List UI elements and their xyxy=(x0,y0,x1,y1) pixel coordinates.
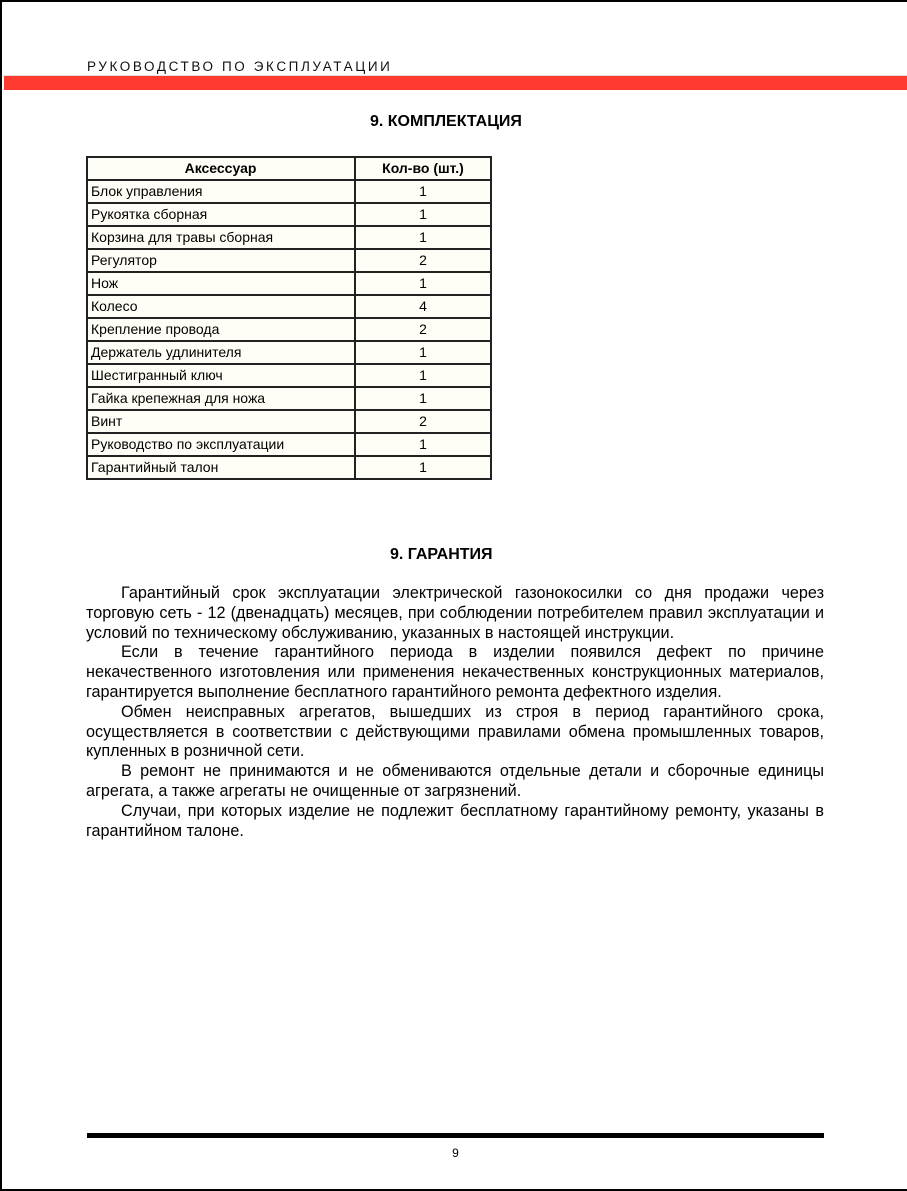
table-row xyxy=(87,272,491,295)
warranty-paragraph: В ремонт не принимаются и не обмениваются отдельные детали и сборочные единицы агрегата, а также агрегаты не очищенные от загрязнений. xyxy=(86,762,824,800)
accessory-cell: Регулятор xyxy=(87,249,355,272)
accessory-cell: Корзина для травы сборная xyxy=(87,226,355,249)
warranty-paragraph: Если в течение гарантийного периода в изделии появился дефект по причине некачественного изготовления или применения некачественных конструкционных материалов, гарантируется выполнение бесплатного гарантийного ремонта дефектного изделия. xyxy=(86,643,824,701)
table-row xyxy=(87,249,491,272)
quantity-cell: 2 xyxy=(355,249,491,272)
header-accent-bar xyxy=(4,75,907,90)
quantity-cell: 1 xyxy=(355,387,491,410)
accessory-cell: Шестигранный ключ xyxy=(87,364,355,387)
table-row xyxy=(87,387,491,410)
accessory-cell: Руководство по эксплуатации xyxy=(87,433,355,456)
accessory-cell: Держатель удлинителя xyxy=(87,341,355,364)
quantity-cell: 2 xyxy=(355,410,491,433)
quantity-cell: 1 xyxy=(355,180,491,203)
contents-section-title: 9. КОМПЛЕКТАЦИЯ xyxy=(370,113,522,130)
warranty-paragraph: Обмен неисправных агрегатов, вышедших из строя в период гарантийного срока, осуществляется в соответствии с действующими правилами обмена промышленных товаров, купленных в розничной сети. xyxy=(86,702,824,761)
table-row xyxy=(87,295,491,318)
warranty-paragraph: Случаи, при которых изделие не подлежит бесплатному гарантийному ремонту, указаны в гарантийном талоне. xyxy=(86,801,824,840)
accessory-cell: Нож xyxy=(87,272,355,295)
quantity-cell: 1 xyxy=(355,364,491,387)
footer-rule xyxy=(87,1133,824,1138)
accessory-cell: Колесо xyxy=(87,295,355,318)
accessory-cell: Блок управления xyxy=(87,180,355,203)
warranty-body xyxy=(86,584,824,841)
contents-table xyxy=(86,156,492,480)
quantity-cell: 1 xyxy=(355,456,491,479)
table-row xyxy=(87,180,491,203)
quantity-cell: 1 xyxy=(355,433,491,456)
table-row xyxy=(87,364,491,387)
table-row xyxy=(87,341,491,364)
column-header-accessory: Аксессуар xyxy=(87,157,355,180)
table-header-row xyxy=(87,157,491,180)
quantity-cell: 1 xyxy=(355,203,491,226)
quantity-cell: 4 xyxy=(355,295,491,318)
column-header-quantity: Кол-во (шт.) xyxy=(355,157,491,180)
table-row xyxy=(87,203,491,226)
accessory-cell: Рукоятка сборная xyxy=(87,203,355,226)
quantity-cell: 1 xyxy=(355,272,491,295)
table-row xyxy=(87,456,491,479)
warranty-paragraph: Гарантийный срок эксплуатации электрической газонокосилки со дня продажи через торговую сеть - 12 (двенадцать) месяцев, при соблюдении потребителем правил эксплуатации и условий по техническому обслуживанию, указанных в настоящей инструкции. xyxy=(86,584,824,642)
accessory-cell: Крепление провода xyxy=(87,318,355,341)
accessory-cell: Винт xyxy=(87,410,355,433)
table-row xyxy=(87,433,491,456)
accessory-cell: Гарантийный талон xyxy=(87,456,355,479)
accessory-cell: Гайка крепежная для ножа xyxy=(87,387,355,410)
table-row xyxy=(87,410,491,433)
table-row xyxy=(87,318,491,341)
running-header-title: РУКОВОДСТВО ПО ЭКСПЛУАТАЦИИ xyxy=(87,59,393,74)
quantity-cell: 2 xyxy=(355,318,491,341)
table-row xyxy=(87,226,491,249)
page-number: 9 xyxy=(452,1146,459,1160)
quantity-cell: 1 xyxy=(355,341,491,364)
warranty-section-title: 9. ГАРАНТИЯ xyxy=(390,546,493,563)
quantity-cell: 1 xyxy=(355,226,491,249)
